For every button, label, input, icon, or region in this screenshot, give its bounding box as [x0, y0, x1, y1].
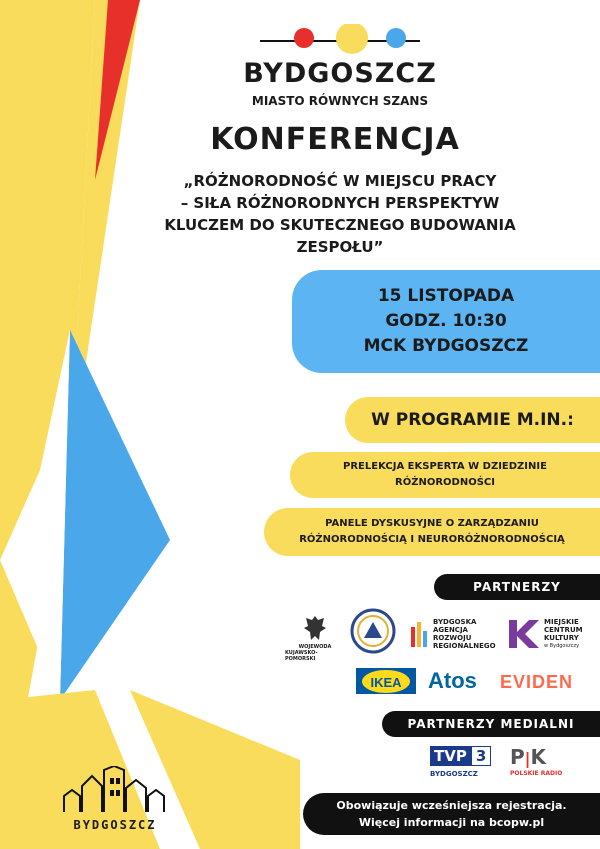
mck-k-icon — [505, 616, 541, 652]
subtitle-line: – SIŁA RÓŻNORODNYCH PERSPEKTYW — [180, 194, 500, 212]
conference-subtitle — [130, 170, 550, 258]
mck-line: KULTURY — [544, 634, 579, 642]
pr-dot-icon: | — [524, 749, 531, 768]
subtitle-line: KLUCZEM DO SKUTECZNEGO BUDOWANIA — [164, 216, 516, 234]
tvp-text: TVP — [430, 746, 471, 766]
partners-heading: PARTNERZY — [434, 574, 600, 600]
mck-logo — [505, 612, 595, 656]
bar-mark-icon — [410, 619, 430, 649]
program-heading: W PROGRAMIE M.IN.: — [345, 397, 600, 443]
city-tagline: MIASTO RÓWNYCH SZANS — [251, 94, 429, 108]
university-seal-icon — [350, 608, 396, 654]
wojewoda-line: WOJEWODA — [298, 644, 332, 650]
city-sketch-text: BYDGOSZCZ — [73, 818, 157, 832]
program-item-1 — [290, 452, 600, 498]
subtitle-line: „RÓŻNORODNOŚĆ W MIEJSCU PRACY — [183, 172, 497, 190]
eviden-logo: EVIDEN — [500, 672, 574, 692]
city-sketch-logo — [60, 766, 170, 836]
event-info-box — [292, 270, 600, 373]
event-place: MCK BYDGOSZCZ — [363, 336, 529, 356]
blue-triangle — [60, 330, 170, 700]
ikea-oval — [362, 670, 409, 693]
atos-logo: Atos — [428, 668, 477, 693]
tvp3-logo — [430, 746, 492, 786]
registration-line-1: Obowiązuje wcześniejsza rejestracja. — [336, 799, 567, 812]
city-skyline-icon — [60, 766, 170, 814]
pr-name: POLSKIE RADIO — [510, 770, 563, 777]
city-name: BYDGOSZCZ — [243, 58, 437, 89]
bar-logo — [410, 614, 498, 654]
mck-line: CENTRUM — [544, 626, 583, 634]
tvp-city: BYDGOSZCZ — [430, 770, 478, 778]
program-item-1-line: RÓŻNORODNOŚCI — [395, 477, 495, 488]
polskie-radio-logo — [510, 746, 570, 786]
city-logo — [240, 24, 440, 124]
mck-line: w Bydgoszczy — [544, 643, 580, 649]
bar-line: AGENCJA — [433, 626, 468, 634]
subtitle-line: ZESPOŁU” — [296, 238, 384, 256]
program-item-2 — [264, 508, 600, 556]
blue-dot — [386, 28, 406, 48]
pr-p-text: P — [510, 745, 525, 769]
pr-k-text: K — [530, 745, 547, 769]
mck-line: MIEJSKIE — [544, 618, 579, 626]
wojewoda-logo — [285, 606, 345, 662]
bar-line: BYDGOSKA — [433, 618, 477, 626]
yellow-dot — [336, 24, 368, 54]
ikea-logo — [356, 668, 416, 694]
registration-banner — [303, 793, 600, 835]
bar-line: ROZWOJU — [433, 634, 472, 642]
page-title: KONFERENCJA — [210, 122, 460, 157]
tvp-number: 3 — [471, 746, 491, 766]
event-time: GODZ. 10:30 — [385, 311, 507, 331]
program-item-1-line: PRELEKCJA EKSPERTA W DZIEDZINIE — [343, 461, 547, 472]
eagle-emblem-icon — [304, 614, 326, 644]
media-partners-heading: PARTNERZY MEDIALNI — [382, 711, 600, 737]
ikea-text: IKEA — [370, 674, 402, 690]
program-item-2-line: RÓŻNORODNOŚCIĄ I NEURORÓŻNORODNOŚCIĄ — [299, 534, 565, 545]
red-dot — [294, 28, 314, 48]
wojewoda-line: KUJAWSKO-POMORSKI — [285, 650, 318, 662]
event-date: 15 LISTOPADA — [377, 286, 515, 306]
bar-line: REGIONALNEGO — [433, 642, 496, 650]
logo-dots — [260, 24, 420, 54]
registration-line-2: Więcej informacji na bcopw.pl — [358, 816, 545, 829]
program-item-2-line: PANELE DYSKUSYJNE O ZARZĄDZANIU — [325, 518, 539, 529]
